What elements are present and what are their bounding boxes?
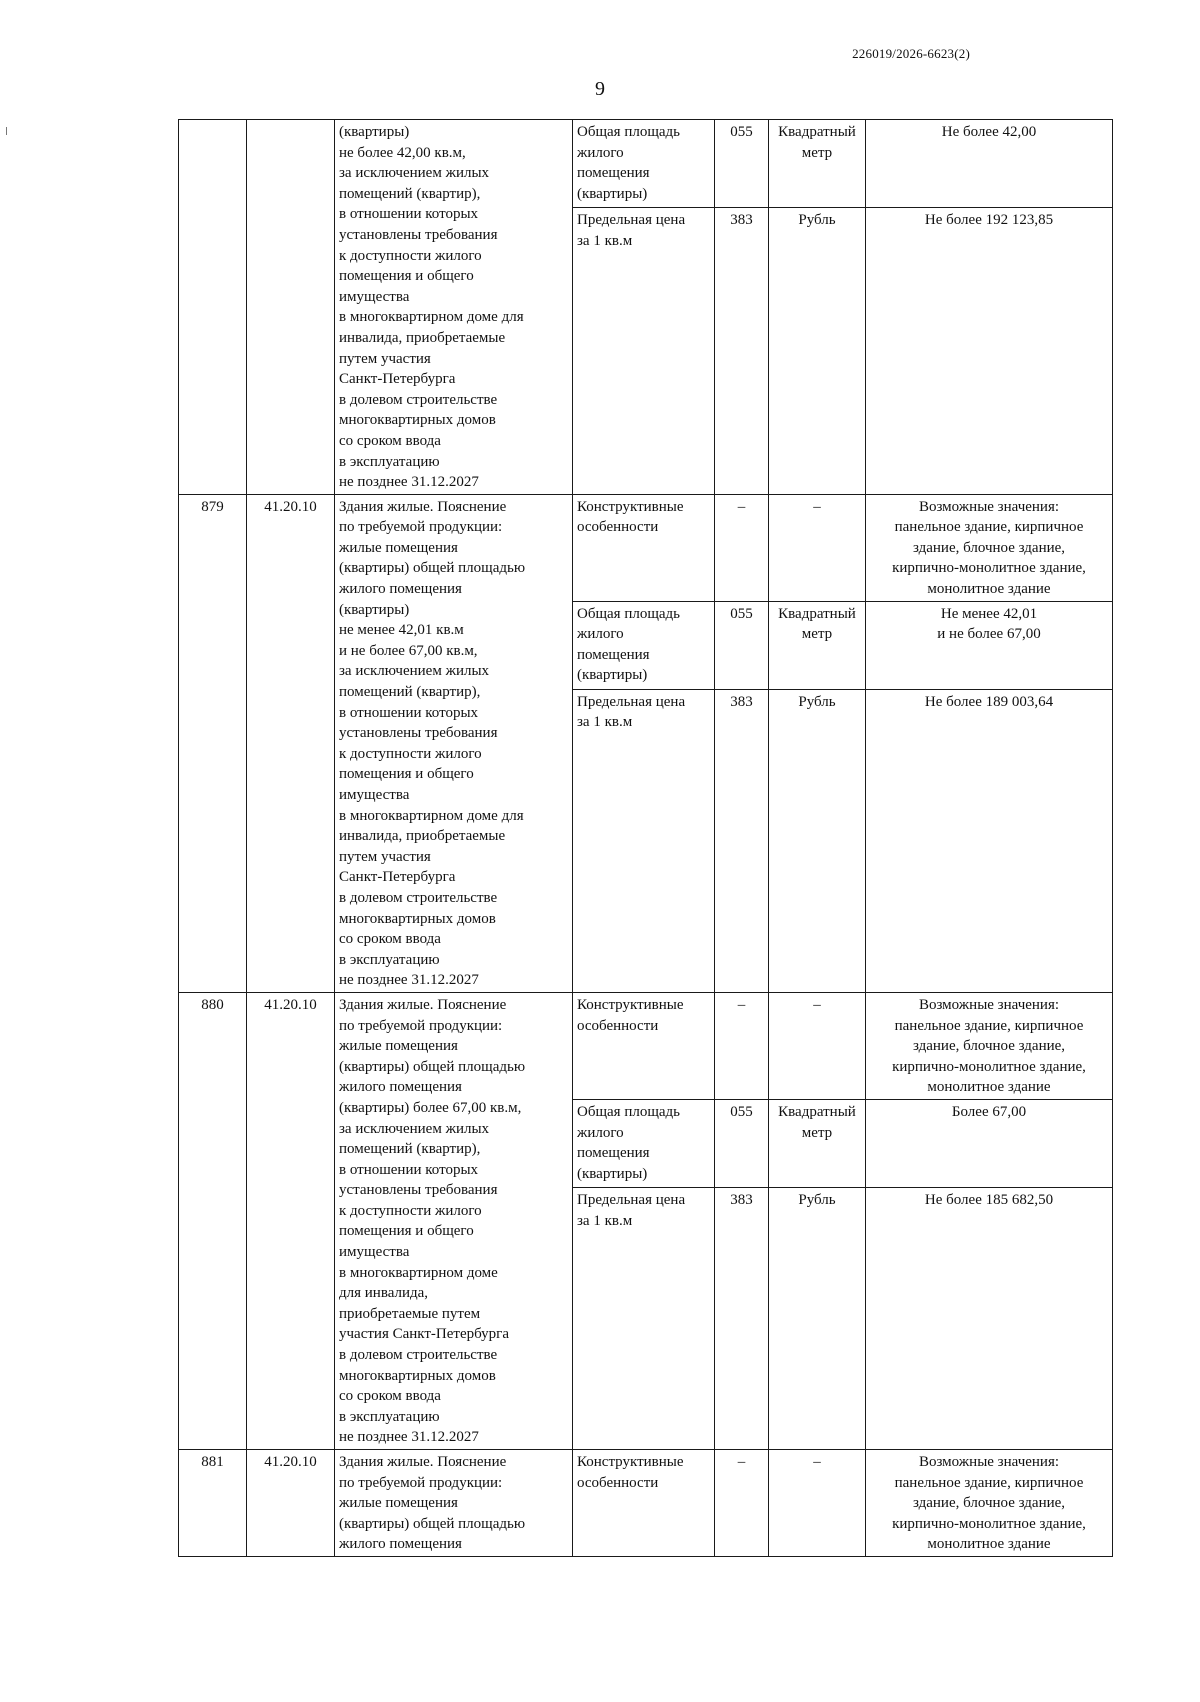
table-row <box>179 494 1113 601</box>
okei-code-cell: 383 <box>715 208 769 495</box>
characteristic-name-cell: Конструктивные особенности <box>573 494 715 601</box>
okei-code-cell: – <box>715 1450 769 1557</box>
okpd-code-cell: 41.20.10 <box>247 992 335 1449</box>
row-number-cell <box>179 120 247 495</box>
value-cell: Возможные значения: панельное здание, кирпичное здание, блочное здание, кирпично-монолитное здание, монолитное здание <box>866 494 1113 601</box>
okei-code-cell: 055 <box>715 1099 769 1187</box>
value-cell: Более 67,00 <box>866 1099 1113 1187</box>
value-cell: Возможные значения: панельное здание, кирпичное здание, блочное здание, кирпично-монолитное здание, монолитное здание <box>866 1450 1113 1557</box>
okpd-code-cell: 41.20.10 <box>247 1450 335 1557</box>
characteristic-name-cell: Предельная цена за 1 кв.м <box>573 689 715 992</box>
product-name-cell: Здания жилые. Пояснение по требуемой продукции: жилые помещения (квартиры) общей площадью жилого помещения (квартиры) более 67,00 кв.м, за исключением жилых помещений (квартир), в отношении которых установлены требования к доступности жилого помещения и общего имущества в многоквартирном доме для инвалида, приобретаемые путем участия Санкт-Петербурга в долевом строительстве многоквартирных домов со сроком ввода в эксплуатацию не позднее 31.12.2027 <box>335 992 573 1449</box>
document-registration-number: 226019/2026-6623(2) <box>852 46 970 61</box>
unit-cell: – <box>769 992 866 1099</box>
unit-cell: Квадратный метр <box>769 1099 866 1187</box>
unit-cell: Квадратный метр <box>769 601 866 689</box>
characteristic-name-cell: Конструктивные особенности <box>573 992 715 1099</box>
okpd-code-cell: 41.20.10 <box>247 494 335 992</box>
page-number: 9 <box>595 78 605 100</box>
characteristic-name-cell: Общая площадь жилого помещения (квартиры) <box>573 120 715 208</box>
product-name-cell: Здания жилые. Пояснение по требуемой продукции: жилые помещения (квартиры) общей площадью жилого помещения (квартиры) не менее 42,01 кв.м и не более 67,00 кв.м, за исключением жилых помещений (квартир), в отношении которых установлены требования к доступности жилого помещения и общего имущества в многоквартирном доме для инвалида, приобретаемые путем участия Санкт-Петербурга в долевом строительстве многоквартирных домов со сроком ввода в эксплуатацию не позднее 31.12.2027 <box>335 494 573 992</box>
product-name-cell: Здания жилые. Пояснение по требуемой продукции: жилые помещения (квартиры) общей площадью жилого помещения <box>335 1450 573 1557</box>
product-name-cell: (квартиры) не более 42,00 кв.м, за исключением жилых помещений (квартир), в отношении которых установлены требования к доступности жилого помещения и общего имущества в многоквартирном доме для инвалида, приобретаемые путем участия Санкт-Петербурга в долевом строительстве многоквартирных домов со сроком ввода в эксплуатацию не позднее 31.12.2027 <box>335 120 573 495</box>
table-row <box>179 1450 1113 1557</box>
okei-code-cell: 383 <box>715 1187 769 1449</box>
value-cell: Не более 189 003,64 <box>866 689 1113 992</box>
okpd-code-cell <box>247 120 335 495</box>
unit-cell: Рубль <box>769 1187 866 1449</box>
okei-code-cell: 383 <box>715 689 769 992</box>
row-number-cell: 880 <box>179 992 247 1449</box>
characteristic-name-cell: Конструктивные особенности <box>573 1450 715 1557</box>
table-row <box>179 120 1113 208</box>
characteristic-name-cell: Предельная цена за 1 кв.м <box>573 1187 715 1449</box>
unit-cell: – <box>769 494 866 601</box>
characteristic-name-cell: Общая площадь жилого помещения (квартиры) <box>573 1099 715 1187</box>
unit-cell: – <box>769 1450 866 1557</box>
characteristic-name-cell: Общая площадь жилого помещения (квартиры) <box>573 601 715 689</box>
unit-cell: Рубль <box>769 208 866 495</box>
okei-code-cell: 055 <box>715 601 769 689</box>
row-number-cell: 881 <box>179 1450 247 1557</box>
unit-cell: Рубль <box>769 689 866 992</box>
value-cell: Возможные значения: панельное здание, кирпичное здание, блочное здание, кирпично-монолитное здание, монолитное здание <box>866 992 1113 1099</box>
characteristic-name-cell: Предельная цена за 1 кв.м <box>573 208 715 495</box>
product-requirements-table <box>178 119 1113 1557</box>
table-row <box>179 992 1113 1099</box>
value-cell: Не менее 42,01 и не более 67,00 <box>866 601 1113 689</box>
value-cell: Не более 42,00 <box>866 120 1113 208</box>
value-cell: Не более 192 123,85 <box>866 208 1113 495</box>
unit-cell: Квадратный метр <box>769 120 866 208</box>
okei-code-cell: 055 <box>715 120 769 208</box>
value-cell: Не более 185 682,50 <box>866 1187 1113 1449</box>
row-number-cell: 879 <box>179 494 247 992</box>
okei-code-cell: – <box>715 494 769 601</box>
okei-code-cell: – <box>715 992 769 1099</box>
scan-margin-mark <box>6 127 7 135</box>
